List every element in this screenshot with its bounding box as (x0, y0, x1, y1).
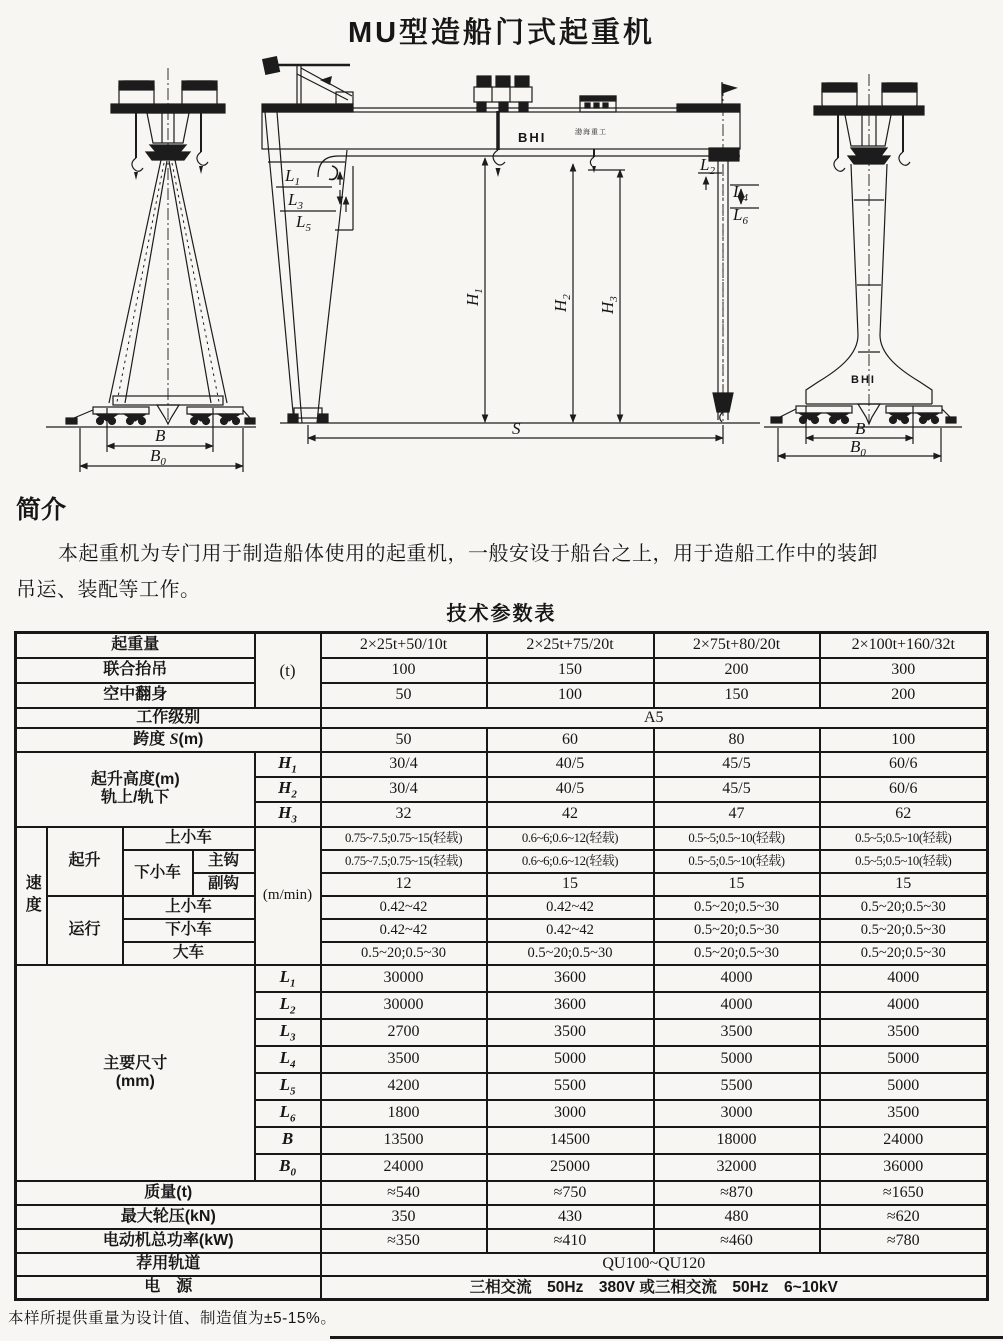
table-cell: 0.42~42 (487, 896, 654, 919)
table-cell: 0.5~20;0.5~30 (820, 942, 988, 965)
left-view-a-frame-leg (46, 68, 256, 472)
table-cell: 3500 (654, 1019, 820, 1046)
table-cell: 4000 (820, 965, 988, 992)
table-cell: 3600 (487, 992, 654, 1019)
table-cell: ≈350 (321, 1229, 487, 1253)
row-label-main-dimensions: 主要尺寸 (mm) (16, 965, 255, 1181)
dim-label-s: S (512, 419, 521, 438)
maker-mark: 渤海重工 (575, 129, 607, 136)
table-cell: 80 (654, 728, 820, 752)
table-cell: 300 (820, 658, 988, 683)
table-cell: ≈750 (487, 1181, 654, 1205)
table-cell: 40/5 (487, 752, 654, 777)
symbol-h1: $H_1$ (255, 752, 321, 777)
row-label-main-hook: 主钩 (193, 850, 255, 873)
main-hook (493, 111, 505, 177)
hook-right (197, 108, 208, 174)
table-cell: 1800 (321, 1100, 487, 1127)
row-label-hoist-upper-trolley: 上小车 (123, 827, 255, 850)
table-cell: 0.5~5;0.5~10(轻载) (654, 827, 820, 850)
table-cell: 3500 (820, 1019, 988, 1046)
table-cell: 5000 (654, 1046, 820, 1073)
dim-label-h3: $H_3$ (598, 296, 620, 314)
table-cell: 0.75~7.5;0.75~15(轻载) (321, 827, 487, 850)
height-dimension-lines (485, 158, 620, 422)
table-cell: 0.42~42 (487, 919, 654, 942)
row-label-aux-hook: 副钩 (193, 873, 255, 896)
symbol-l3: $L_3$ (255, 1019, 321, 1046)
dim-label-b0-right: $B_0$ (850, 437, 866, 459)
table-cell: 50 (321, 728, 487, 752)
table-cell: 100 (487, 683, 654, 708)
table-cell: 47 (654, 802, 820, 827)
table-cell: 0.5~20;0.5~30 (654, 942, 820, 965)
table-cell: 2×100t+160/32t (820, 633, 988, 658)
table-cell: 480 (654, 1205, 820, 1229)
row-label-lifting-height: 起升高度(m) 轨上/轨下 (16, 752, 255, 827)
table-cell: 42 (487, 802, 654, 827)
table-cell: 50 (321, 683, 487, 708)
table-cell: 15 (487, 873, 654, 896)
dim-label-l2: $L_2$ (700, 155, 715, 177)
table-cell: 24000 (820, 1127, 988, 1154)
main-girder (262, 112, 740, 149)
table-cell: 3000 (654, 1100, 820, 1127)
symbol-l4: $L_4$ (255, 1046, 321, 1073)
table-cell: 4000 (820, 992, 988, 1019)
table-cell: 3500 (321, 1046, 487, 1073)
table-cell: 30/4 (321, 752, 487, 777)
symbol-l6: $L_6$ (255, 1100, 321, 1127)
table-cell: 5000 (820, 1046, 988, 1073)
dim-label-l1: $L_1$ (285, 166, 300, 188)
table-cell: 150 (654, 683, 820, 708)
trolley-beam (111, 104, 225, 113)
symbol-l1: $L_1$ (255, 965, 321, 992)
dim-label-b-left: B (155, 426, 166, 445)
row-label-capacity: 起重量 (16, 633, 255, 658)
table-cell: 0.5~20;0.5~30 (654, 896, 820, 919)
symbol-l5: $L_5$ (255, 1073, 321, 1100)
table-caption: 技术参数表 (446, 603, 557, 625)
dim-label-l3: $L_3$ (288, 190, 303, 212)
table-cell: 4000 (654, 992, 820, 1019)
dim-label-l6: $L_6$ (733, 205, 748, 227)
table-cell: 60 (487, 728, 654, 752)
row-label-span: 跨度 S(m) (16, 728, 321, 752)
row-label-power-supply: 电 源 (16, 1276, 321, 1300)
right-slender-leg (709, 84, 739, 424)
scan-edge-artifact (330, 1336, 1003, 1339)
table-cell: 0.75~7.5;0.75~15(轻载) (321, 850, 487, 873)
table-cell: 0.5~5;0.5~10(轻载) (820, 850, 988, 873)
table-cell: 15 (654, 873, 820, 896)
aux-hook (588, 149, 625, 173)
row-label-travel: 运行 (47, 896, 123, 965)
symbol-h2: $H_2$ (255, 777, 321, 802)
duty-class-value: A5 (321, 708, 988, 728)
table-cell: 150 (487, 658, 654, 683)
unit-t: (t) (255, 633, 321, 708)
table-cell: 200 (654, 658, 820, 683)
table-cell: 350 (321, 1205, 487, 1229)
table-cell: 14500 (487, 1127, 654, 1154)
table-cell: 0.6~6;0.6~12(轻载) (487, 850, 654, 873)
table-cell: 30/4 (321, 777, 487, 802)
row-label-hoist-lower-trolley: 下小车 (123, 850, 193, 896)
machine-house (580, 96, 616, 112)
rail-value: QU100~QU120 (321, 1253, 988, 1276)
table-cell: 2700 (321, 1019, 487, 1046)
row-label-travel-lower-trolley: 下小车 (123, 919, 255, 942)
symbol-h3: $H_3$ (255, 802, 321, 827)
table-cell: 18000 (654, 1127, 820, 1154)
table-cell: 430 (487, 1205, 654, 1229)
table-cell: 3000 (487, 1100, 654, 1127)
table-cell: 5500 (487, 1073, 654, 1100)
row-label-gantry-travel: 大车 (123, 942, 255, 965)
dim-label-b-right: B (855, 419, 866, 438)
table-cell: ≈780 (820, 1229, 988, 1253)
table-cell: 0.42~42 (321, 919, 487, 942)
table-cell: 30000 (321, 992, 487, 1019)
table-cell: 3500 (820, 1100, 988, 1127)
dim-label-h2: $H_2$ (551, 294, 573, 312)
table-cell: 2×75t+80/20t (654, 633, 820, 658)
row-label-duty-class: 工作级别 (16, 708, 321, 728)
table-cell: 4000 (654, 965, 820, 992)
table-cell: 4200 (321, 1073, 487, 1100)
table-cell: 3600 (487, 965, 654, 992)
page-title: MU型造船门式起重机 (347, 17, 656, 49)
row-label-mass: 质量(t) (16, 1181, 321, 1205)
row-label-joint-lift: 联合抬吊 (16, 658, 255, 683)
technical-parameters-table (14, 631, 989, 1301)
table-cell: ≈620 (820, 1205, 988, 1229)
table-cell: 40/5 (487, 777, 654, 802)
table-cell: 2×25t+50/10t (321, 633, 487, 658)
table-cell: 0.5~5;0.5~10(轻载) (820, 827, 988, 850)
intro-paragraph-line1: 本起重机为专门用于制造船体使用的起重机，一般安设于船台之上，用于造船工作中的装卸 (58, 543, 878, 565)
table-cell: 62 (820, 802, 988, 827)
intro-heading: 简介 (16, 496, 67, 524)
dim-label-l5: $L_5$ (296, 212, 311, 234)
table-cell: 13500 (321, 1127, 487, 1154)
power-supply-value: 三相交流 50Hz 380V 或三相交流 50Hz 6~10kV (321, 1276, 988, 1300)
table-cell: 45/5 (654, 752, 820, 777)
girder-brand-mark: BHI (518, 130, 547, 145)
table-cell: 12 (321, 873, 487, 896)
hook-left (132, 108, 143, 180)
table-cell: 0.6~6;0.6~12(轻载) (487, 827, 654, 850)
left-tapered-leg (265, 112, 347, 423)
table-cell: 32000 (654, 1154, 820, 1181)
row-label-travel-upper-trolley: 上小车 (123, 896, 255, 919)
table-cell: 24000 (321, 1154, 487, 1181)
row-label-hoist: 起升 (47, 827, 123, 896)
dim-label-l4: $L_4$ (733, 182, 748, 204)
table-cell: 45/5 (654, 777, 820, 802)
table-cell: 0.5~5;0.5~10(轻载) (654, 850, 820, 873)
side-view-column-leg (764, 74, 962, 462)
symbol-b: B (255, 1127, 321, 1154)
leg-brand-mark: BHI (851, 374, 876, 386)
flag (722, 82, 736, 104)
row-label-wheel-load: 最大轮压(kN) (16, 1205, 321, 1229)
table-cell: ≈870 (654, 1181, 820, 1205)
table-cell: 0.5~20;0.5~30 (321, 942, 487, 965)
table-cell: 0.5~20;0.5~30 (487, 942, 654, 965)
table-cell: 100 (321, 658, 487, 683)
dim-label-b0-left: $B_0$ (150, 446, 166, 468)
hook-right (899, 110, 910, 165)
table-cell: 5000 (487, 1046, 654, 1073)
intro-paragraph-line2: 吊运、装配等工作。 (16, 579, 201, 601)
table-cell: 36000 (820, 1154, 988, 1181)
crane-technical-drawing (0, 0, 1003, 482)
hook-left (834, 110, 845, 171)
table-cell: 5000 (820, 1073, 988, 1100)
table-cell: 5500 (654, 1073, 820, 1100)
dim-label-h1: $H_1$ (463, 288, 485, 306)
table-cell: ≈1650 (820, 1181, 988, 1205)
table-cell: 60/6 (820, 752, 988, 777)
row-label-motor-power: 电动机总功率(kW) (16, 1229, 321, 1253)
table-cell: 15 (820, 873, 988, 896)
table-cell: 100 (820, 728, 988, 752)
table-cell: 2×25t+75/20t (487, 633, 654, 658)
row-label-rail: 荐用轨道 (16, 1253, 321, 1276)
table-cell: 0.42~42 (321, 896, 487, 919)
table-cell: 25000 (487, 1154, 654, 1181)
front-elevation-view (262, 57, 760, 444)
table-cell: ≈460 (654, 1229, 820, 1253)
table-cell: 3500 (487, 1019, 654, 1046)
table-cell: 0.5~20;0.5~30 (820, 919, 988, 942)
table-cell: 200 (820, 683, 988, 708)
unit-m-min: (m/min) (255, 827, 321, 965)
table-cell: 0.5~20;0.5~30 (820, 896, 988, 919)
row-label-speed: 速度 (16, 827, 47, 965)
footnote: 本样所提供重量为设计值、制造值为±5-15%。 (8, 1310, 337, 1327)
symbol-b0: $B_0$ (255, 1154, 321, 1181)
table-cell: 0.5~20;0.5~30 (654, 919, 820, 942)
table-cell: 60/6 (820, 777, 988, 802)
table-cell: 30000 (321, 965, 487, 992)
table-cell: ≈410 (487, 1229, 654, 1253)
row-label-air-turn: 空中翻身 (16, 683, 255, 708)
table-cell: 32 (321, 802, 487, 827)
upper-trolley (474, 76, 532, 111)
table-cell: ≈540 (321, 1181, 487, 1205)
symbol-l2: $L_2$ (255, 992, 321, 1019)
